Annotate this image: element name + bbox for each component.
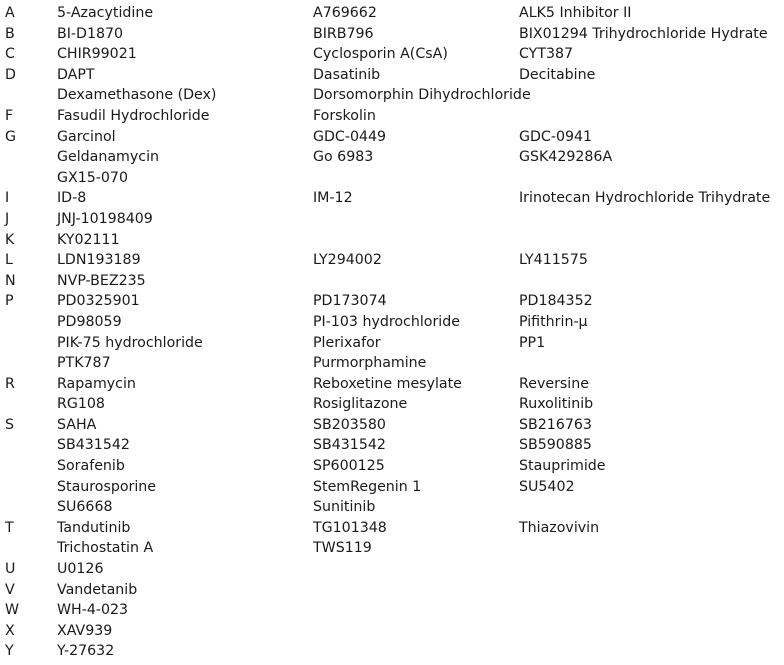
index-row bbox=[0, 3, 784, 24]
compound-name-col1: JNJ-10198409 bbox=[57, 210, 153, 227]
index-row bbox=[0, 435, 784, 456]
index-row bbox=[0, 559, 784, 580]
compound-name-col1: CHIR99021 bbox=[57, 46, 137, 63]
compound-name-col2: BIRB796 bbox=[313, 25, 374, 42]
index-row bbox=[0, 291, 784, 312]
compound-name-col3: Irinotecan Hydrochloride Trihydrate bbox=[519, 190, 771, 207]
index-row bbox=[0, 497, 784, 518]
index-letter: L bbox=[5, 252, 13, 269]
index-letter: C bbox=[5, 46, 15, 63]
compound-name-col3: Pifithrin-μ bbox=[519, 313, 588, 330]
index-letter: I bbox=[5, 190, 10, 207]
compound-name-col3: CYT387 bbox=[519, 46, 574, 63]
compound-name-col1: SU6668 bbox=[57, 499, 113, 516]
compound-name-col1: Fasudil Hydrochloride bbox=[57, 107, 210, 124]
index-letter: A bbox=[5, 5, 15, 21]
compound-name-col1: Tandutinib bbox=[57, 519, 131, 536]
compound-name-col2: Dorsomorphin Dihydrochloride bbox=[313, 87, 531, 104]
index-row bbox=[0, 415, 784, 436]
compound-name-col1: Dexamethasone (Dex) bbox=[57, 87, 217, 104]
compound-name-col1: Staurosporine bbox=[57, 478, 157, 495]
compound-name-col1: U0126 bbox=[57, 561, 104, 578]
compound-name-col2: PD173074 bbox=[313, 293, 387, 310]
index-row bbox=[0, 250, 784, 271]
index-row bbox=[0, 65, 784, 86]
index-row bbox=[0, 24, 784, 45]
compound-name-col2: Rosiglitazone bbox=[313, 396, 408, 413]
compound-name-col1: PD0325901 bbox=[57, 293, 140, 310]
compound-name-col3: ALK5 Inhibitor II bbox=[519, 5, 632, 21]
index-row bbox=[0, 374, 784, 395]
compound-name-col3: PD184352 bbox=[519, 293, 593, 310]
index-letter: T bbox=[5, 519, 14, 536]
index-row bbox=[0, 209, 784, 230]
index-letter: N bbox=[5, 272, 16, 289]
compound-name-col1: WH-4-023 bbox=[57, 602, 129, 619]
compound-name-col2: PI-103 hydrochloride bbox=[313, 313, 460, 330]
compound-name-col3: Thiazovivin bbox=[519, 519, 600, 536]
compound-name-col2: Reboxetine mesylate bbox=[313, 375, 462, 392]
compound-name-col2: Go 6983 bbox=[313, 149, 374, 166]
index-row bbox=[0, 394, 784, 415]
index-row bbox=[0, 44, 784, 65]
compound-name-col2: SB431542 bbox=[313, 437, 386, 454]
index-letter: F bbox=[5, 107, 14, 124]
index-letter: R bbox=[5, 375, 15, 392]
index-letter: J bbox=[5, 210, 10, 227]
compound-name-col1: SB431542 bbox=[57, 437, 130, 454]
index-row bbox=[0, 600, 784, 621]
index-letter: P bbox=[5, 293, 14, 310]
index-row bbox=[0, 106, 784, 127]
compound-name-col1: PIK-75 hydrochloride bbox=[57, 334, 203, 351]
compound-name-col2: Plerixafor bbox=[313, 334, 381, 351]
compound-name-col1: Vandetanib bbox=[57, 581, 138, 598]
compound-name-col1: SAHA bbox=[57, 416, 97, 433]
index-row bbox=[0, 188, 784, 209]
index-letter: W bbox=[5, 602, 20, 619]
compound-name-col2: Purmorphamine bbox=[313, 355, 427, 372]
index-row bbox=[0, 456, 784, 477]
compound-name-col1: Rapamycin bbox=[57, 375, 136, 392]
index-row bbox=[0, 538, 784, 559]
index-row bbox=[0, 85, 784, 106]
index-letter: X bbox=[5, 622, 15, 639]
compound-name-col2: SB203580 bbox=[313, 416, 386, 433]
index-row bbox=[0, 477, 784, 498]
compound-name-col1: Geldanamycin bbox=[57, 149, 160, 166]
compound-name-col3: Decitabine bbox=[519, 66, 596, 83]
index-letter: V bbox=[5, 581, 15, 598]
index-row bbox=[0, 353, 784, 374]
compound-name-col1: Trichostatin A bbox=[57, 540, 154, 557]
compound-name-col1: NVP-BEZ235 bbox=[57, 272, 146, 289]
index-letter: G bbox=[5, 128, 16, 145]
index-row bbox=[0, 127, 784, 148]
compound-name-col2: SP600125 bbox=[313, 458, 385, 475]
compound-name-col1: PD98059 bbox=[57, 313, 122, 330]
compound-name-col1: GX15-070 bbox=[57, 169, 128, 186]
compound-name-col1: Sorafenib bbox=[57, 458, 125, 475]
compound-index-list bbox=[0, 3, 784, 662]
compound-name-col1: BI-D1870 bbox=[57, 25, 124, 42]
index-row bbox=[0, 230, 784, 251]
index-row bbox=[0, 580, 784, 601]
index-row bbox=[0, 312, 784, 333]
compound-name-col3: GDC-0941 bbox=[519, 128, 593, 145]
compound-name-col1: Garcinol bbox=[57, 128, 116, 145]
compound-name-col1: KY02111 bbox=[57, 231, 120, 248]
compound-name-col2: GDC-0449 bbox=[313, 128, 387, 145]
index-letter: D bbox=[5, 66, 16, 83]
compound-name-col3: SU5402 bbox=[519, 478, 575, 495]
compound-name-col3: Ruxolitinib bbox=[519, 396, 594, 413]
index-row bbox=[0, 641, 784, 662]
compound-name-col3: GSK429286A bbox=[519, 149, 613, 166]
compound-name-col1: RG108 bbox=[57, 396, 105, 413]
compound-name-col1: LDN193189 bbox=[57, 252, 141, 269]
index-row bbox=[0, 168, 784, 189]
compound-name-col1: ID-8 bbox=[57, 190, 87, 207]
compound-name-col1: PTK787 bbox=[57, 355, 111, 372]
compound-name-col2: LY294002 bbox=[313, 252, 382, 269]
compound-name-col2: Dasatinib bbox=[313, 66, 381, 83]
compound-name-col2: Forskolin bbox=[313, 107, 376, 124]
compound-name-col3: LY411575 bbox=[519, 252, 588, 269]
index-row bbox=[0, 621, 784, 642]
compound-name-col3: Reversine bbox=[519, 375, 589, 392]
compound-name-col2: StemRegenin 1 bbox=[313, 478, 422, 495]
compound-name-col2: TG101348 bbox=[313, 519, 387, 536]
compound-name-col2: Cyclosporin A(CsA) bbox=[313, 46, 448, 63]
compound-name-col3: BIX01294 Trihydrochloride Hydrate bbox=[519, 25, 768, 42]
index-row bbox=[0, 518, 784, 539]
index-row bbox=[0, 271, 784, 292]
index-letter: U bbox=[5, 561, 16, 578]
compound-name-col1: XAV939 bbox=[57, 622, 113, 639]
compound-name-col3: PP1 bbox=[519, 334, 546, 351]
compound-name-col3: SB590885 bbox=[519, 437, 592, 454]
index-letter: S bbox=[5, 416, 15, 433]
compound-name-col3: SB216763 bbox=[519, 416, 592, 433]
index-row bbox=[0, 333, 784, 354]
compound-name-col1: Y-27632 bbox=[57, 643, 115, 660]
index-row bbox=[0, 147, 784, 168]
compound-name-col2: TWS119 bbox=[313, 540, 372, 557]
compound-name-col3: Stauprimide bbox=[519, 458, 606, 475]
compound-name-col2: IM-12 bbox=[313, 190, 353, 207]
index-letter: K bbox=[5, 231, 15, 248]
compound-name-col1: DAPT bbox=[57, 66, 95, 83]
index-letter: B bbox=[5, 25, 15, 42]
compound-name-col2: A769662 bbox=[313, 5, 377, 21]
index-letter: Y bbox=[5, 643, 14, 660]
compound-name-col1: 5-Azacytidine bbox=[57, 5, 154, 21]
compound-name-col2: Sunitinib bbox=[313, 499, 376, 516]
